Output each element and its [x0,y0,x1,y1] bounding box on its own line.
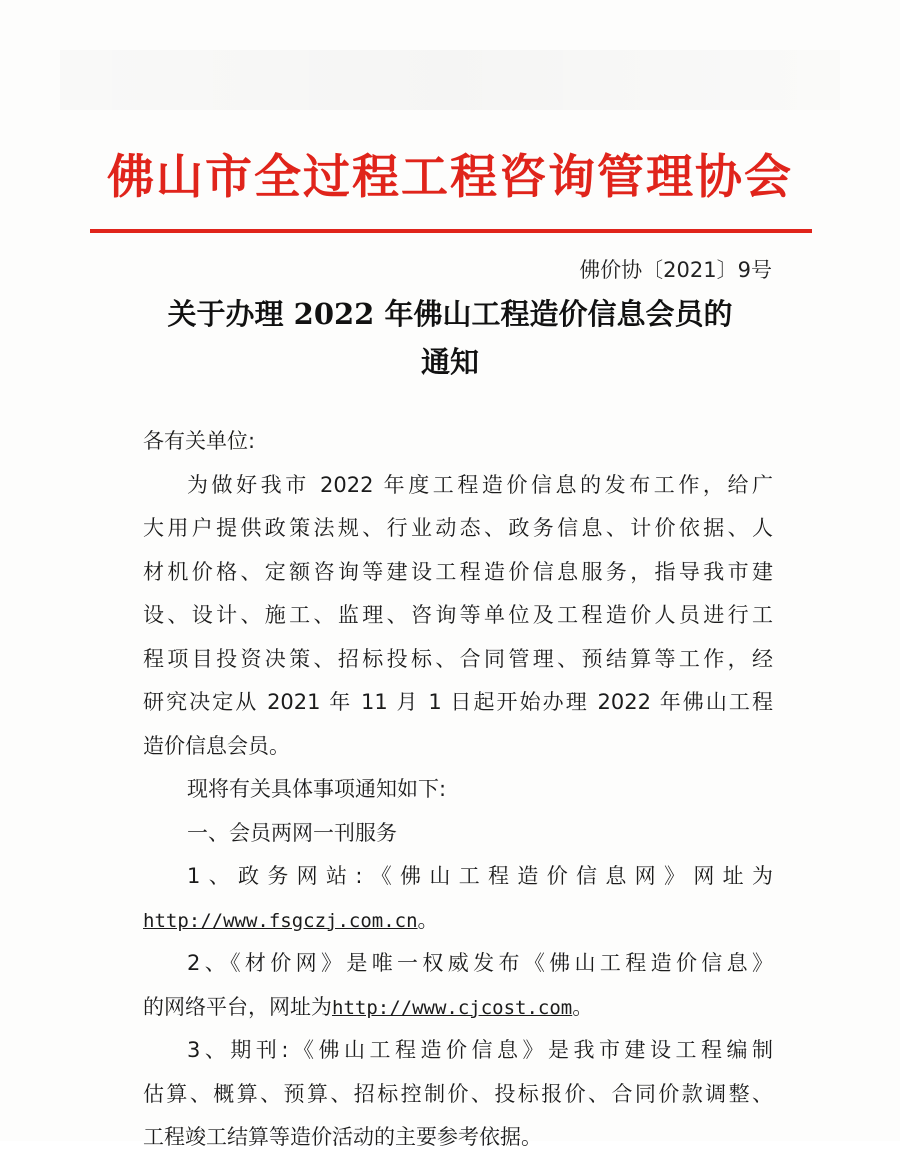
red-divider-line [90,229,812,233]
document-body [143,420,773,1160]
paragraph-1-line-4: 设、设计、施工、监理、咨询等单位及工程造价人员进行工 [143,603,773,627]
item-2-period: 。 [572,994,594,1019]
item-1-line-1: 1、政务网站:《佛山工程造价信息网》网址为 [187,864,773,888]
document-number: 佛价协〔2021〕9号 [579,258,772,282]
notice-title [120,290,780,386]
item-3-line-3: 工程竣工结算等造价活动的主要参考依据。 [143,1125,542,1149]
paragraph-1-line-3: 材机价格、定额咨询等建设工程造价信息服务，指导我市建 [143,559,773,584]
paragraph-1-line-5: 程项目投资决策、招标投标、合同管理、预结算等工作，经 [143,646,773,671]
item-3-line-1: 3、期刊:《佛山工程造价信息》是我市建设工程编制 [187,1038,773,1062]
website-link-fsgczj[interactable]: http://www.fsgczj.com.cn [143,909,418,932]
paragraph-1-line-6: 研究决定从 2021 年 11 月 1 日起开始办理 2022 年佛山工程 [143,690,773,714]
item-1-line-2 [143,899,773,943]
item-1-period: 。 [417,907,439,932]
organization-header: 佛山市全过程工程咨询管理协会 [107,150,793,205]
paragraph-1-line-2: 大用户提供政策法规、行业动态、政务信息、计价依据、人 [143,516,773,540]
item-2-prefix: 的网络平台，网址为 [143,994,332,1019]
website-link-cjcost[interactable]: http://www.cjcost.com [332,996,573,1019]
salutation: 各有关单位: [143,429,256,453]
notice-title-line-2: 通知 [420,345,479,379]
item-3-line-2: 估算、概算、预算、招标控制价、投标报价、合同价款调整、 [143,1081,773,1106]
scan-texture [60,50,840,110]
item-2-line-2 [143,986,773,1030]
section-heading-1: 一、会员两网一刊服务 [187,820,397,845]
paragraph-1-line-7: 造价信息会员。 [143,733,290,758]
notice-title-line-1: 关于办理 2022 年佛山工程造价信息会员的 [167,297,733,331]
paragraph-2: 现将有关具体事项通知如下: [187,777,447,801]
item-2-line-1: 2、《材价网》是唯一权威发布《佛山工程造价信息》 [187,951,773,975]
paragraph-1-line-1: 为做好我市 2022 年度工程造价信息的发布工作，给广 [187,472,773,497]
